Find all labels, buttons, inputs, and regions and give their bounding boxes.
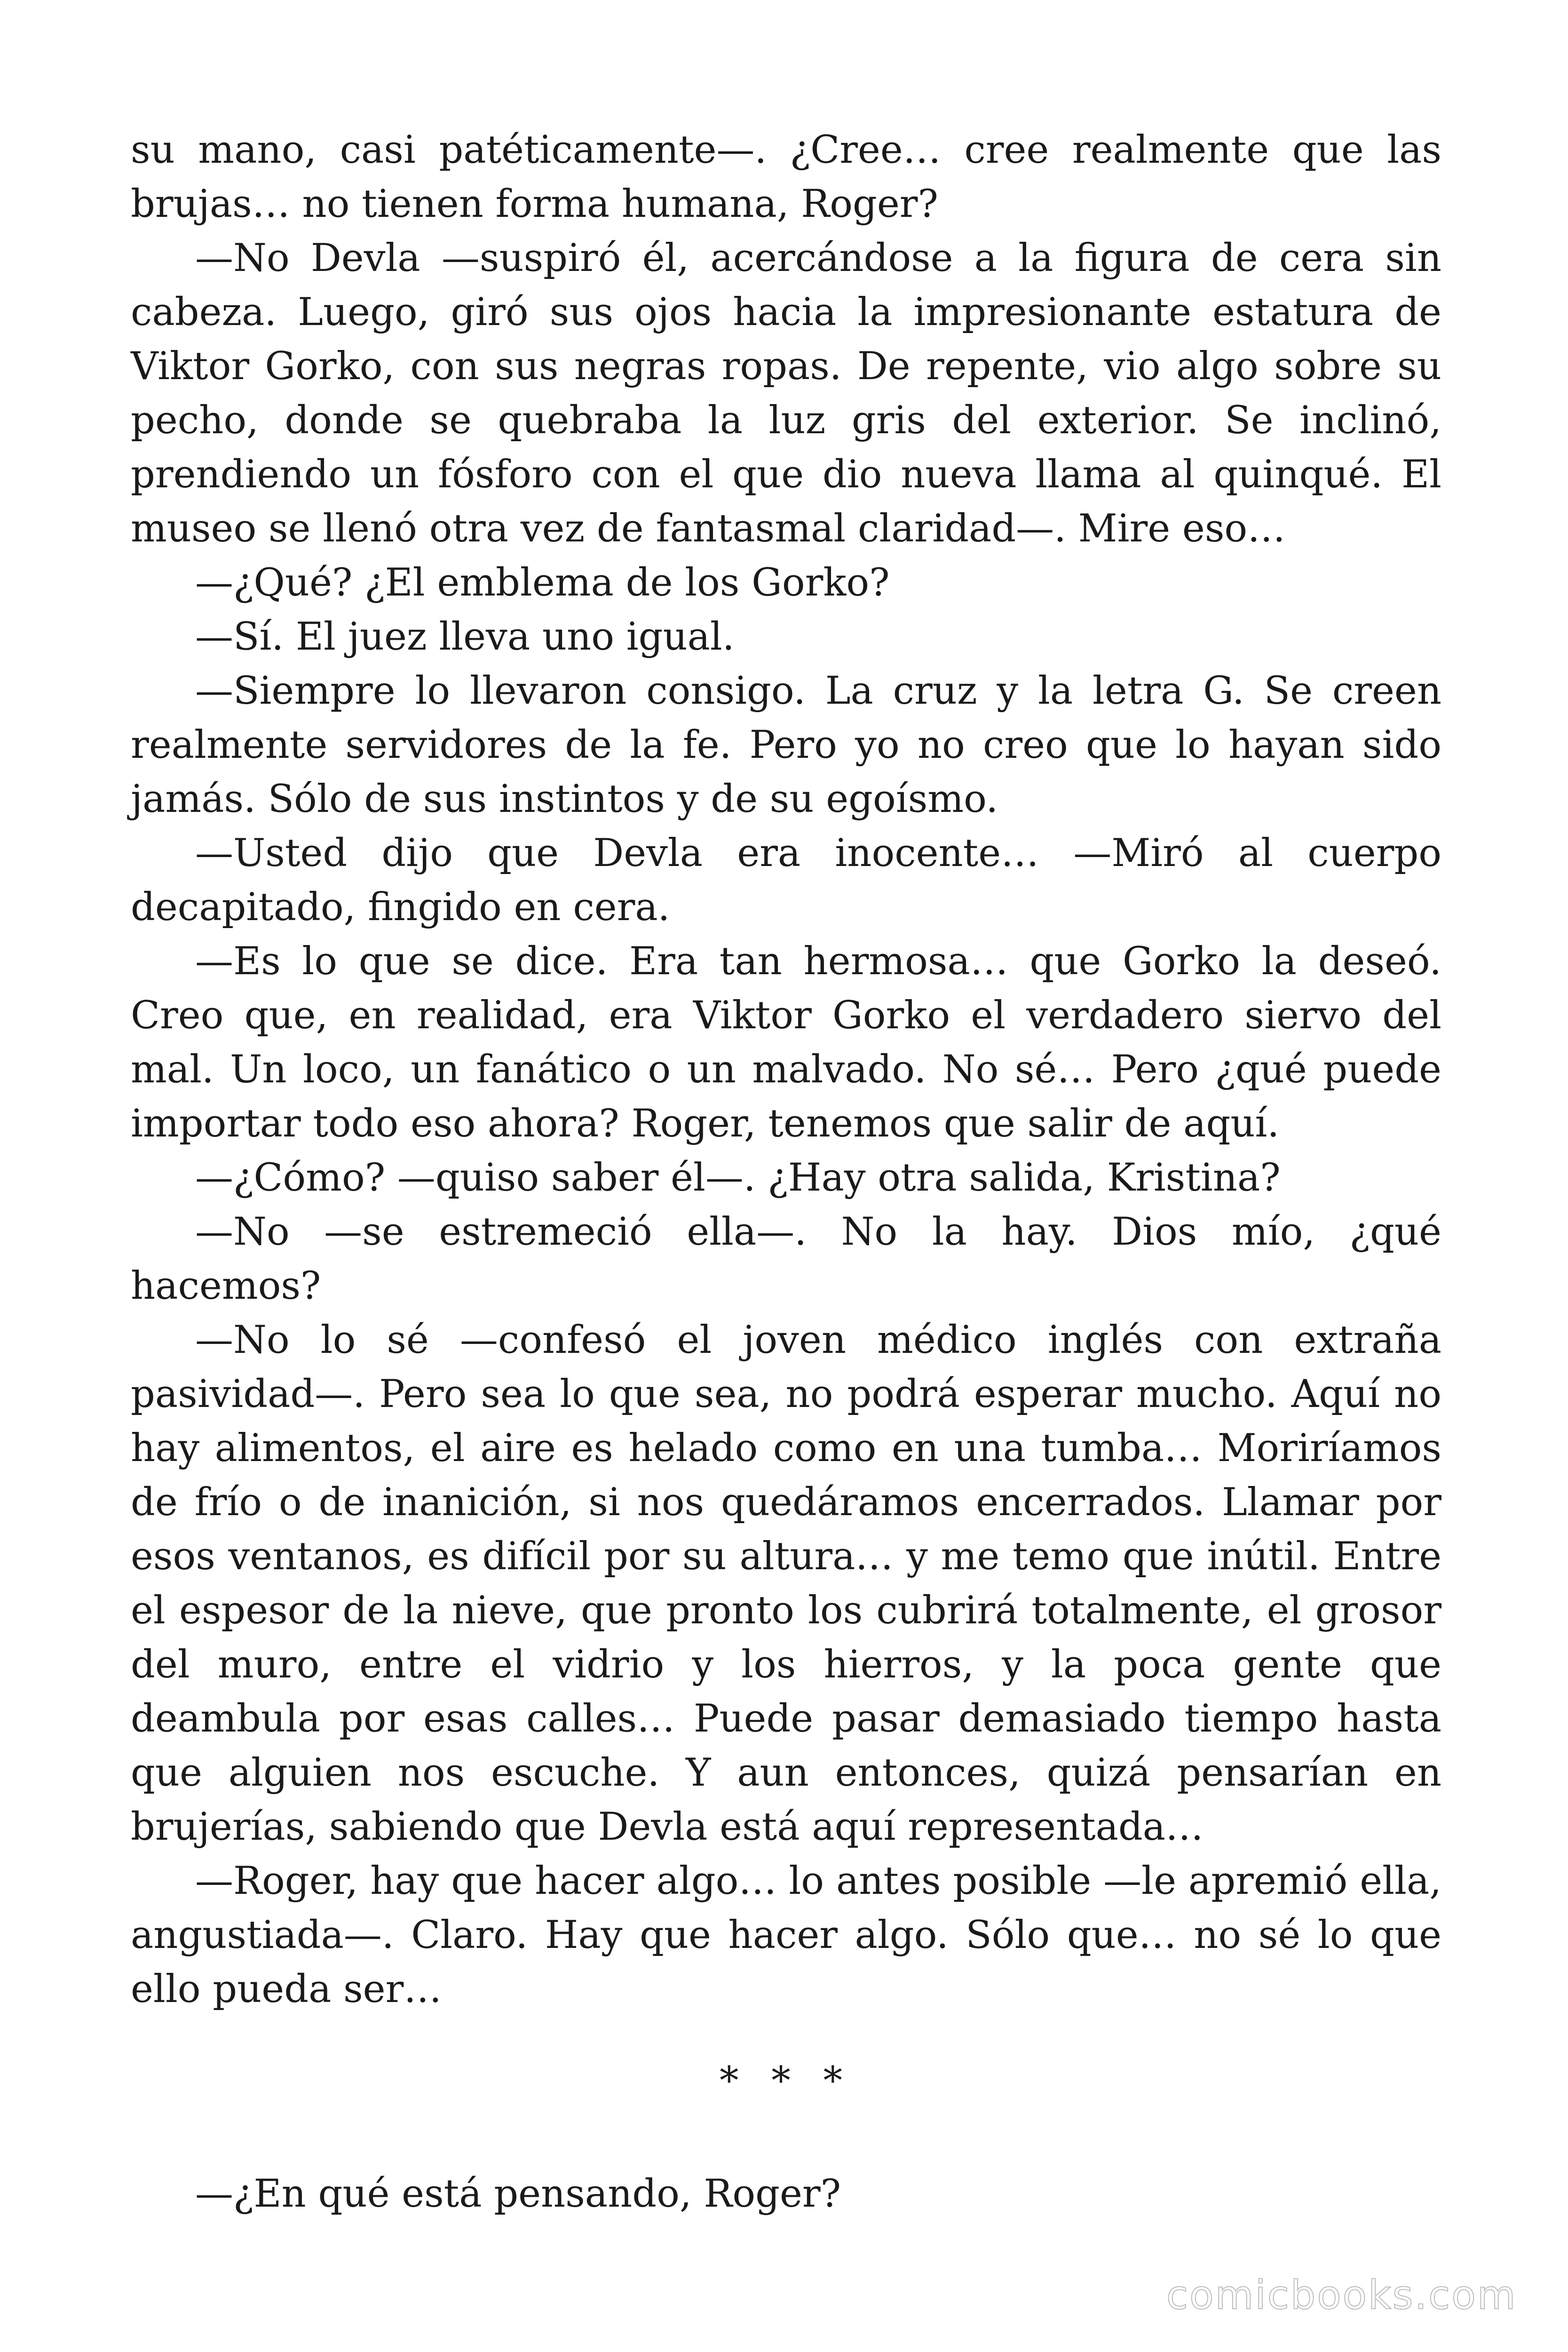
paragraph-3: —¿Qué? ¿El emblema de los Gorko?	[195, 561, 890, 605]
paragraph-10: —No lo sé —confesó el joven médico inglés con extraña pasividad—. Pero sea lo que sea, no podrá esperar mucho. Aquí no hay alimentos, el aire es helado como en una tumba… Moriríamos de frío o de inanición, si nos quedáramos encerrados. Llamar por esos ventanos, es difícil por su altura… y me temo que inútil. Entre el espesor de la nieve, que pronto los cubrirá totalmente, el grosor del muro, entre el vidrio y los hierros, y la poca gente que deambula por esas calles… Puede pasar demasiado tiempo hasta que alguien nos escuche. Y aun entonces, quizá pensarían en brujerías, sabiendo que Devla está aquí representada…	[131, 1318, 1441, 1849]
watermark: comicbooks.com	[1166, 2272, 1517, 2318]
paragraph-9: —No —se estremeció ella—. No la hay. Dios mío, ¿qué hacemos?	[131, 1210, 1441, 1308]
paragraph-7: —Es lo que se dice. Era tan hermosa… que Gorko la deseó. Creo que, en realidad, era Viktor Gorko el verdadero siervo del mal. Un loco, un fanático o un malvado. No sé… Pero ¿qué puede importar todo eso ahora? Roger, tenemos que salir de aquí.	[131, 939, 1441, 1146]
section-separator: * * *	[720, 2059, 853, 2103]
text-block	[131, 123, 1441, 2017]
paragraph-5: —Siempre lo llevaron consigo. La cruz y la letra G. Se creen realmente servidores de la fe. Pero yo no creo que lo hayan sido jamás. Sólo de sus instintos y de su egoísmo.	[131, 669, 1441, 821]
paragraph-6: —Usted dijo que Devla era inocente… —Miró al cuerpo decapitado, fingido en cera.	[131, 831, 1441, 930]
paragraph-12: —¿En qué está pensando, Roger?	[195, 2172, 841, 2216]
text-block-after-separator	[131, 2167, 1441, 2221]
page-body	[131, 123, 1441, 2221]
paragraph-1: su mano, casi patéticamente—. ¿Cree… cree realmente que las brujas… no tienen forma humana, Roger?	[131, 128, 1441, 226]
paragraph-2: —No Devla —suspiró él, acercándose a la figura de cera sin cabeza. Luego, giró sus ojos hacia la impresionante estatura de Viktor Gorko, con sus negras ropas. De repente, vio algo sobre su pecho, donde se quebraba la luz gris del exterior. Se inclinó, prendiendo un fósforo con el que dio nueva llama al quinqué. El museo se llenó otra vez de fantasmal claridad—. Mire eso…	[131, 236, 1441, 551]
paragraph-11: —Roger, hay que hacer algo… lo antes posible —le apremió ella, angustiada—. Claro. Hay que hacer algo. Sólo que… no sé lo que ello pueda ser…	[131, 1859, 1441, 2011]
paragraph-8: —¿Cómo? —quiso saber él—. ¿Hay otra salida, Kristina?	[195, 1156, 1281, 1200]
paragraph-4: —Sí. El juez lleva uno igual.	[195, 615, 735, 659]
